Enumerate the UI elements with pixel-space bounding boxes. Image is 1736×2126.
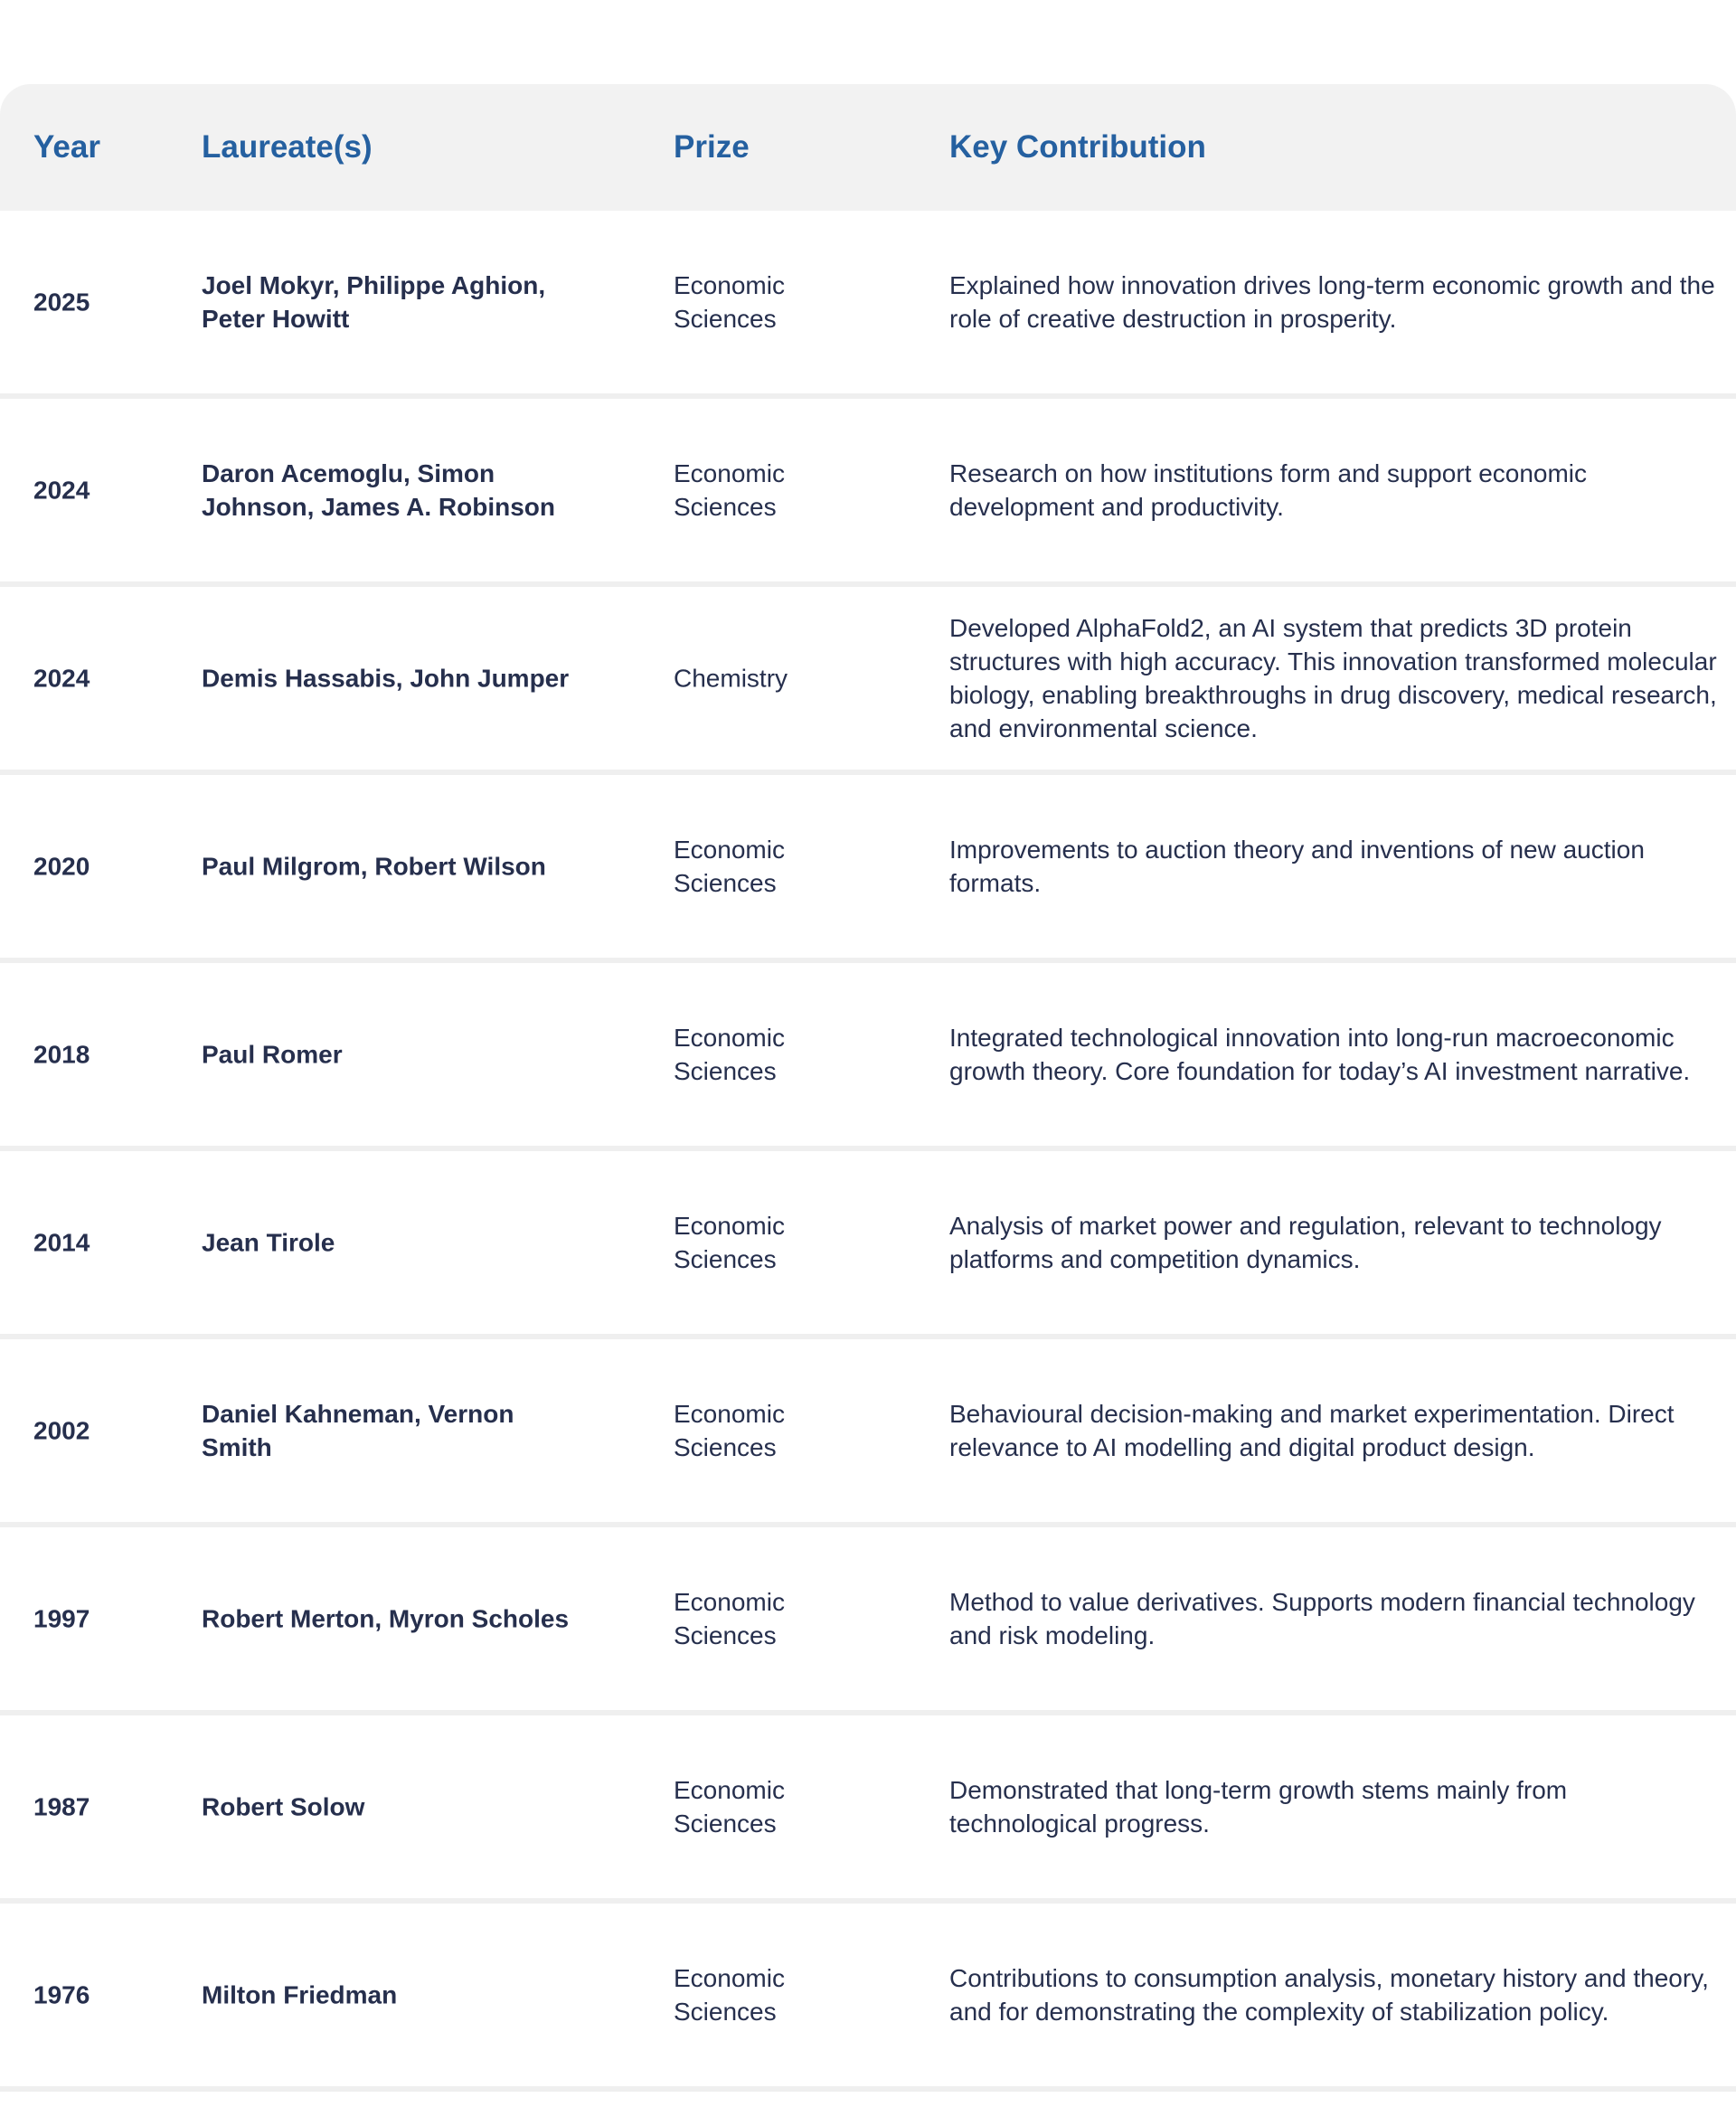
laureates-cell: Daniel Kahneman, Vernon Smith [202,1400,514,1461]
header-year: Year [33,129,100,165]
contribution-cell: Developed AlphaFold2, an AI system that predicts 3D protein structures with high accuracy. This innovation transformed molecular biology, enabling breakthroughs in drug discovery, medical research, and environmental science. [949,614,1717,742]
table-row [0,211,1736,399]
contribution-cell: Improvements to auction theory and inventions of new auction formats. [949,836,1645,897]
laureates-cell: Paul Milgrom, Robert Wilson [202,852,546,881]
header-contribution: Key Contribution [949,129,1206,165]
table-row [0,1151,1736,1339]
contribution-cell: Behavioural decision-making and market experimentation. Direct relevance to AI modelling and digital product design. [949,1400,1675,1461]
prize-cell: Chemistry [674,664,788,693]
contribution-cell: Research on how institutions form and support economic development and productivity. [949,459,1588,521]
laureates-cell: Demis Hassabis, John Jumper [202,664,570,693]
table-row [0,775,1736,963]
year-cell: 2002 [33,1416,90,1445]
year-cell: 2025 [33,288,90,317]
laureates-cell: Jean Tirole [202,1228,335,1257]
year-cell: 2024 [33,664,90,693]
table-row [0,1904,1736,2092]
prize-cell: Economic Sciences [674,1588,785,1649]
year-cell: 1987 [33,1792,90,1821]
contribution-cell: Integrated technological innovation into long-run macroeconomic growth theory. Core foundation for today’s AI investment narrative. [949,1024,1691,1085]
table-row [0,1527,1736,1715]
table-header [0,84,1736,211]
prize-cell: Economic Sciences [674,1212,785,1273]
laureates-cell: Joel Mokyr, Philippe Aghion, Peter Howitt [202,271,546,333]
laureates-cell: Milton Friedman [202,1980,398,2009]
year-cell: 1976 [33,1980,90,2009]
year-cell: 2020 [33,852,90,881]
year-cell: 2014 [33,1228,90,1257]
prize-cell: Economic Sciences [674,1964,785,2026]
prize-cell: Economic Sciences [674,1776,785,1838]
header-prize: Prize [674,129,750,165]
contribution-cell: Analysis of market power and regulation, relevant to technology platforms and competition dynamics. [949,1212,1662,1273]
laureates-cell: Robert Merton, Myron Scholes [202,1604,570,1633]
prize-cell: Economic Sciences [674,271,785,333]
table-row [0,963,1736,1151]
laureates-cell: Robert Solow [202,1792,365,1821]
table-row [0,399,1736,587]
year-cell: 2018 [33,1040,90,1069]
contribution-cell: Explained how innovation drives long-term economic growth and the role of creative destruction in prosperity. [949,271,1715,333]
laureates-cell: Paul Romer [202,1040,343,1069]
laureates-cell: Daron Acemoglu, Simon Johnson, James A. Robinson [202,459,556,521]
prize-cell: Economic Sciences [674,1024,785,1085]
table-row [0,1715,1736,1904]
table-row [0,1339,1736,1527]
table-row [0,587,1736,775]
prize-cell: Economic Sciences [674,836,785,897]
laureates-table [0,84,1736,2092]
contribution-cell: Demonstrated that long-term growth stems mainly from technological progress. [949,1776,1568,1838]
contribution-cell: Method to value derivatives. Supports modern financial technology and risk modeling. [949,1588,1695,1649]
year-cell: 2024 [33,476,90,505]
prize-cell: Economic Sciences [674,1400,785,1461]
prize-cell: Economic Sciences [674,459,785,521]
header-laureates: Laureate(s) [202,129,373,165]
contribution-cell: Contributions to consumption analysis, monetary history and theory, and for demonstrating the complexity of stabilization policy. [949,1964,1709,2026]
year-cell: 1997 [33,1604,90,1633]
